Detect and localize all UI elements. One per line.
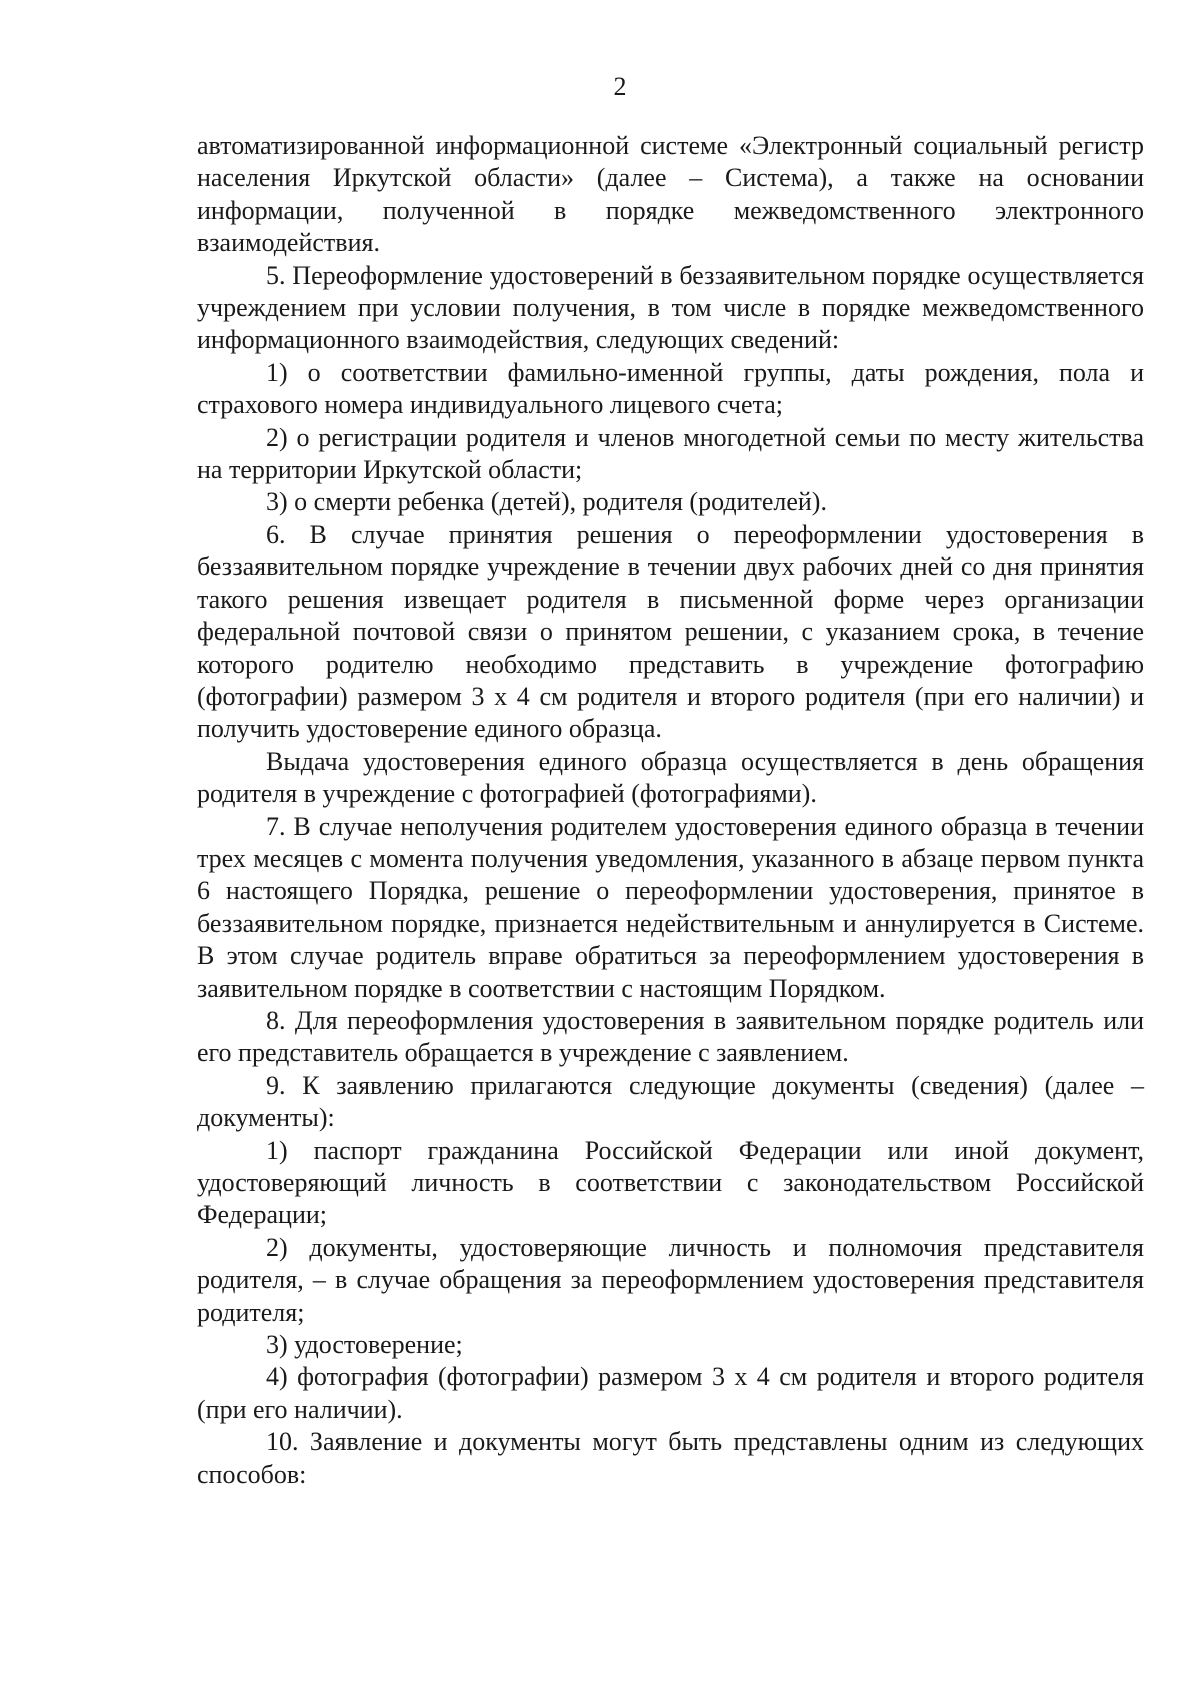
paragraph-subitem-9-3: 3) удостоверение;	[266, 1330, 463, 1360]
paragraph-subitem-5-2: 2) о регистрации родителя и членов многодетной семьи по месту жительства на территории Иркутской области;	[197, 422, 1144, 485]
paragraph-subitem-9-4: 4) фотография (фотографии) размером 3 х 4 см родителя и второго родителя (при его наличии).	[197, 1362, 1144, 1424]
paragraph-item-5: 5. Переоформление удостоверений в беззаявительном порядке осуществляется учреждением при условии получения, в том числе в порядке межведомственного информационного взаимодействия, следующих сведений:	[197, 260, 1144, 355]
paragraph-item-6-issuance: Выдача удостоверения единого образца осуществляется в день обращения родителя в учреждение с фотографией (фотографиями).	[197, 746, 1144, 809]
paragraph-item-10: 10. Заявление и документы могут быть представлены одним из следующих способов:	[197, 1427, 1144, 1489]
paragraph-subitem-9-2: 2) документы, удостоверяющие личность и полномочия представителя родителя, – в случае обращения за переоформлением удостоверения представителя родителя;	[197, 1232, 1144, 1327]
paragraph-item-9: 9. К заявлению прилагаются следующие документы (сведения) (далее – документы):	[197, 1070, 1144, 1133]
paragraph-continuation: автоматизированной информационной системе «Электронный социальный регистр населения Иркутской области» (далее – Система), а также на основании информации, полученной в порядке межведомственного электронного взаимодействия.	[197, 131, 1144, 258]
paragraph-item-7: 7. В случае неполучения родителем удостоверения единого образца в течении трех месяцев с момента получения уведомления, указанного в абзаце первом пункта 6 настоящего Порядка, решение о переоформлении удостоверения, принятое в беззаявительном порядке, признается недействительным и аннулируется в Системе. В этом случае родитель вправе обратиться за переоформлением удостоверения в заявительном порядке в соответствии с настоящим Порядком.	[197, 811, 1144, 1003]
paragraph-item-6: 6. В случае принятия решения о переоформлении удостоверения в беззаявительном порядке учреждение в течении двух рабочих дней со дня принятия такого решения извещает родителя в письменной форме через организации федеральной почтовой связи о принятом решении, с указанием срока, в течение которого родителю необходимо представить в учреждение фотографию (фотографии) размером 3 х 4 см родителя и второго родителя (при его наличии) и получить удостоверение единого образца.	[197, 519, 1144, 744]
document-body	[197, 130, 1144, 1491]
page-number: 2	[613, 72, 627, 101]
paragraph-item-8: 8. Для переоформления удостоверения в заявительном порядке родитель или его представитель обращается в учреждение с заявлением.	[197, 1005, 1144, 1068]
paragraph-subitem-5-3: 3) о смерти ребенка (детей), родителя (родителей).	[266, 487, 827, 517]
paragraph-subitem-9-1: 1) паспорт гражданина Российской Федерации или иной документ, удостоверяющий личность в соответствии с законодательством Российской Федерации;	[197, 1135, 1144, 1230]
paragraph-subitem-5-1: 1) о соответствии фамильно-именной группы, даты рождения, пола и страхового номера индивидуального лицевого счета;	[197, 357, 1144, 420]
